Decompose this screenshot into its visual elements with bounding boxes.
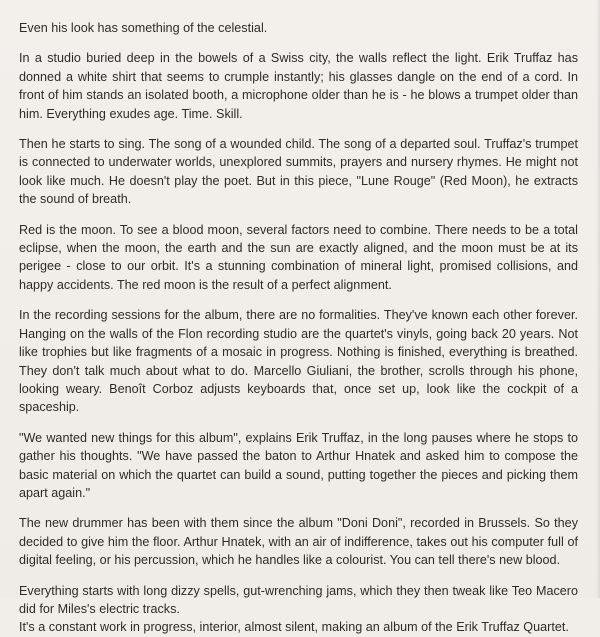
paragraph-new-drummer: The new drummer has been with them since the album "Doni Doni", recorded in Brussels. So they decided to give him the floor. Arthur Hnatek, with an air of indifference, takes out his computer full of digital feeling, or his percussion, which he handles like a colourist. You can tell there's new blood. (19, 516, 578, 568)
paragraph-sing: Then he starts to sing. The song of a wounded child. The song of a departed soul. Truffaz's trumpet is connected to underwater worlds, unexplored summits, prayers and nursery rhymes. He might not look like much. He doesn't play the poet. But in this piece, "Lune Rouge" (Red Moon), he extracts the sound of breath. (19, 137, 578, 207)
paragraph-studio: In a studio buried deep in the bowels of a Swiss city, the walls reflect the light. Erik Truffaz has donned a white shirt that seems to crumple instantly; his glasses dangle on the end of a cord. In front of him stands an isolated booth, a microphone older than he is - he blows a trumpet older than him. Everything exudes age. Time. Skill. (19, 51, 578, 121)
paragraph-work-in-progress: It's a constant work in progress, interior, almost silent, making an album of the Erik Truffaz Quartet. (19, 620, 569, 635)
paragraph-red-moon: Red is the moon. To see a blood moon, several factors need to combine. There needs to be a total eclipse, when the moon, the earth and the sun are exactly aligned, and the moon must be at its perigee - close to our orbit. It's a stunning combination of mineral light, promised collisions, and happy accidents. The red moon is the result of a perfect alignment. (19, 222, 578, 292)
paragraph-celestial: Even his look has something of the celestial. (19, 21, 268, 35)
page-edge-shadow (596, 0, 600, 598)
paragraph-recording-sessions: In the recording sessions for the album, there are no formalities. They've known each other forever. Hanging on the walls of the Flon recording studio are the quartet's vinyls, going back 20 years. Not like trophies but like fragments of a mosaic in progress. Nothing is finished, everything is breathed. They don't talk much about what to do. Marcello Giuliani, the brother, scrolls through his phone, looking weary. Benoît Corboz adjusts keyboards that, once set up, look like the cockpit of a spaceship. (19, 308, 578, 415)
paragraph-dizzy-spells: Everything starts with long dizzy spells, gut-wrenching jams, which they then tweak like Teo Macero did for Miles's electric tracks. (19, 583, 578, 616)
paragraph-quote: "We wanted new things for this album", explains Erik Truffaz, in the long pauses where he stops to gather his thoughts. "We have passed the baton to Arthur Hnatek and asked him to compose the basic material on which the quartet can build a sound, putting together the pieces and picking them apart again." (19, 430, 578, 500)
